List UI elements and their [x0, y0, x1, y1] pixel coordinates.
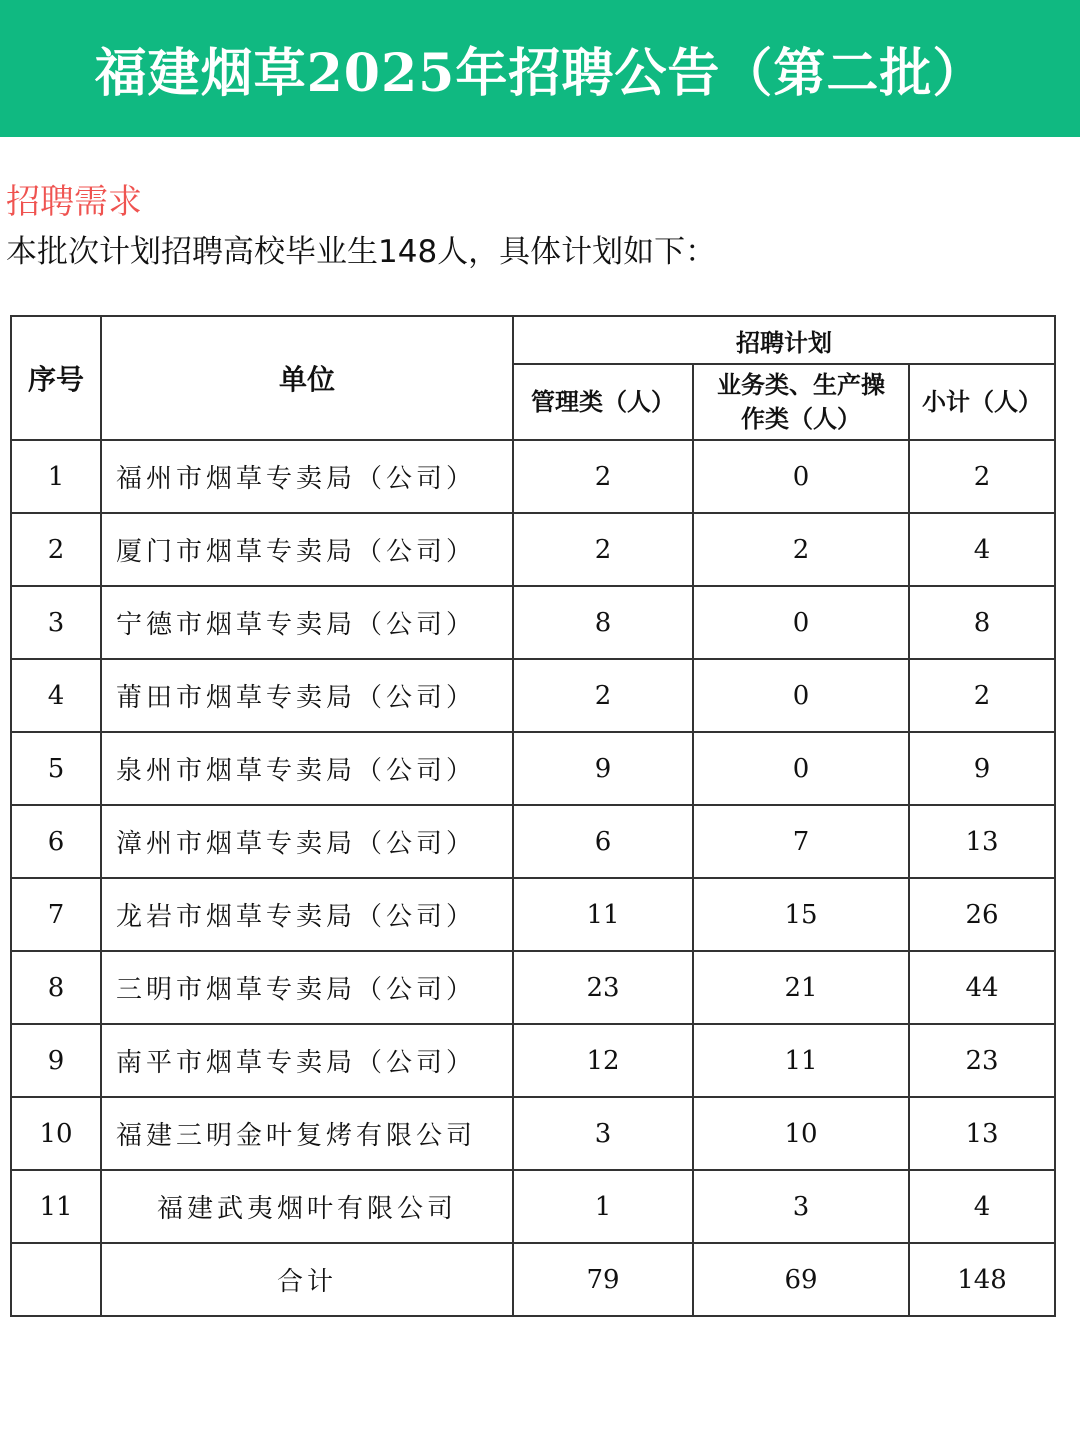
cell-subtotal: 23: [909, 1024, 1055, 1097]
table-row: [11, 586, 1055, 659]
cell-management: 11: [513, 878, 693, 951]
table-row: [11, 805, 1055, 878]
cell-subtotal: 26: [909, 878, 1055, 951]
cell-unit: 厦门市烟草专卖局（公司）: [101, 513, 513, 586]
header-index: 序号: [11, 316, 101, 440]
cell-management: 3: [513, 1097, 693, 1170]
cell-unit: 龙岩市烟草专卖局（公司）: [101, 878, 513, 951]
cell-unit: 泉州市烟草专卖局（公司）: [101, 732, 513, 805]
cell-operations: 0: [693, 440, 909, 513]
cell-unit: 福建武夷烟叶有限公司: [101, 1170, 513, 1243]
table-row: [11, 1024, 1055, 1097]
header-plan: 招聘计划: [513, 316, 1055, 364]
cell-subtotal: 2: [909, 440, 1055, 513]
cell-management: 6: [513, 805, 693, 878]
cell-subtotal: 44: [909, 951, 1055, 1024]
header-subtotal: 小计（人）: [909, 364, 1055, 440]
cell-operations: 2: [693, 513, 909, 586]
cell-index: 3: [11, 586, 101, 659]
header-operations: [693, 364, 909, 440]
cell-index: 9: [11, 1024, 101, 1097]
cell-operations: 0: [693, 659, 909, 732]
table-row: [11, 1097, 1055, 1170]
intro-text: 本批次计划招聘高校毕业生148人，具体计划如下：: [6, 234, 717, 270]
cell-index: 1: [11, 440, 101, 513]
cell-operations: 7: [693, 805, 909, 878]
cell-management: 12: [513, 1024, 693, 1097]
table-row: [11, 878, 1055, 951]
cell-unit: 福州市烟草专卖局（公司）: [101, 440, 513, 513]
cell-unit: 三明市烟草专卖局（公司）: [101, 951, 513, 1024]
cell-subtotal: 9: [909, 732, 1055, 805]
table-row: [11, 732, 1055, 805]
cell-subtotal: 4: [909, 1170, 1055, 1243]
recruitment-plan-table: [10, 315, 1056, 1317]
table-row: [11, 951, 1055, 1024]
total-index: [11, 1243, 101, 1316]
cell-subtotal: 2: [909, 659, 1055, 732]
cell-index: 4: [11, 659, 101, 732]
cell-subtotal: 8: [909, 586, 1055, 659]
cell-index: 10: [11, 1097, 101, 1170]
cell-management: 2: [513, 513, 693, 586]
cell-operations: 21: [693, 951, 909, 1024]
cell-subtotal: 13: [909, 1097, 1055, 1170]
header-operations-line2: 作类（人）: [741, 405, 861, 433]
cell-management: 2: [513, 659, 693, 732]
cell-index: 11: [11, 1170, 101, 1243]
cell-management: 1: [513, 1170, 693, 1243]
cell-management: 23: [513, 951, 693, 1024]
cell-operations: 3: [693, 1170, 909, 1243]
cell-management: 9: [513, 732, 693, 805]
table-total-row: [11, 1243, 1055, 1316]
cell-index: 7: [11, 878, 101, 951]
cell-unit: 宁德市烟草专卖局（公司）: [101, 586, 513, 659]
cell-unit: 漳州市烟草专卖局（公司）: [101, 805, 513, 878]
section-heading: 招聘需求: [6, 182, 142, 222]
cell-index: 5: [11, 732, 101, 805]
total-operations: 69: [693, 1243, 909, 1316]
cell-operations: 0: [693, 732, 909, 805]
cell-unit: 福建三明金叶复烤有限公司: [101, 1097, 513, 1170]
table-header-row-1: [11, 316, 1055, 364]
cell-index: 8: [11, 951, 101, 1024]
cell-operations: 15: [693, 878, 909, 951]
cell-operations: 10: [693, 1097, 909, 1170]
cell-operations: 0: [693, 586, 909, 659]
cell-management: 2: [513, 440, 693, 513]
cell-operations: 11: [693, 1024, 909, 1097]
title-banner: [0, 0, 1080, 137]
header-operations-line1: 业务类、生产操: [717, 371, 885, 399]
total-subtotal: 148: [909, 1243, 1055, 1316]
table-row: [11, 1170, 1055, 1243]
cell-unit: 南平市烟草专卖局（公司）: [101, 1024, 513, 1097]
total-label: 合计: [101, 1243, 513, 1316]
cell-index: 2: [11, 513, 101, 586]
table-row: [11, 513, 1055, 586]
header-management: 管理类（人）: [513, 364, 693, 440]
cell-subtotal: 13: [909, 805, 1055, 878]
cell-subtotal: 4: [909, 513, 1055, 586]
cell-index: 6: [11, 805, 101, 878]
table-row: [11, 659, 1055, 732]
total-management: 79: [513, 1243, 693, 1316]
cell-unit: 莆田市烟草专卖局（公司）: [101, 659, 513, 732]
table-row: [11, 440, 1055, 513]
header-unit: 单位: [101, 316, 513, 440]
cell-management: 8: [513, 586, 693, 659]
page-title: 福建烟草2025年招聘公告（第二批）: [94, 43, 986, 104]
